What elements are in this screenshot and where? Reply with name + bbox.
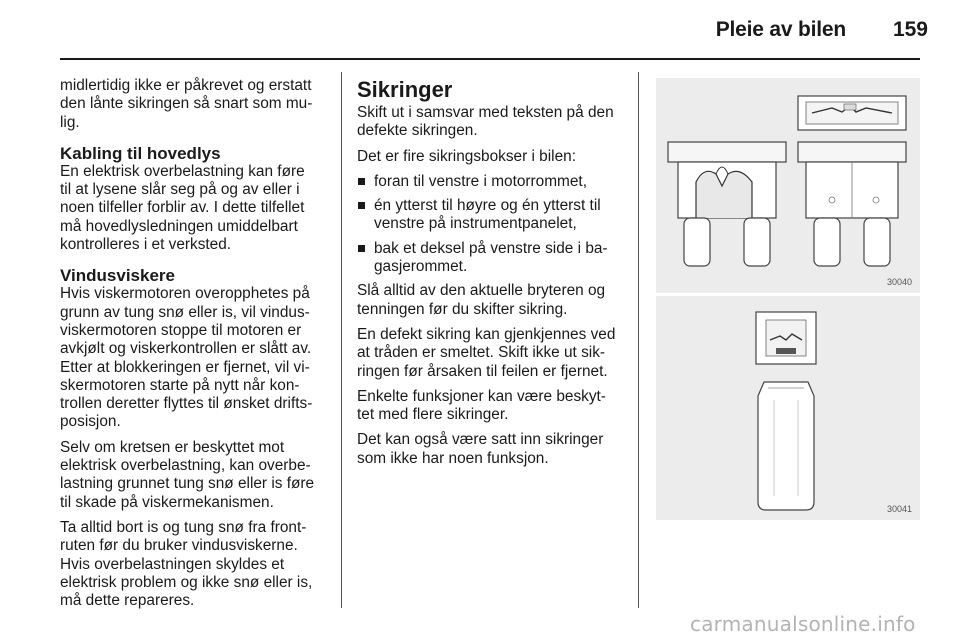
- text-line: bak et deksel på venstre side i ba-: [374, 239, 608, 257]
- text-line: Slå alltid av den aktuelle bryteren og: [357, 282, 606, 300]
- text-line: Selv om kretsen er beskyttet mot: [60, 438, 285, 456]
- wipers-paragraph-2: [60, 439, 332, 512]
- fuse-illustration-puller: [656, 296, 920, 520]
- list-item: [357, 173, 627, 191]
- intro-paragraph: [60, 77, 332, 132]
- fuse-illustration-blade: [656, 78, 920, 293]
- text-line: Hvis overbelastningen skyldes et: [60, 555, 285, 573]
- fuses-paragraph-2: [357, 326, 627, 381]
- column-divider-1: [341, 72, 342, 608]
- text-line: Enkelte funksjoner kan være beskyt-: [357, 387, 606, 405]
- header-rule: [60, 58, 920, 60]
- wipers-paragraph-3: [60, 519, 332, 610]
- text-line: Det er fire sikringsbokser i bilen:: [357, 147, 576, 165]
- text-line: som ikke har noen funksjon.: [357, 449, 549, 467]
- text-line: grunn av tung snø eller is, vil vindus-: [60, 303, 310, 321]
- text-line: må hovedlysledningen umiddelbart: [60, 217, 298, 235]
- section-heading-fuses: Sikringer: [357, 77, 453, 102]
- text-line: gasjerommet.: [374, 258, 468, 276]
- text-line: midlertidig ikke er påkrevet og erstatt: [60, 77, 312, 94]
- figure-number: 30041: [886, 504, 912, 514]
- text-line: En elektrisk overbelastning kan føre: [60, 162, 305, 180]
- fuses-paragraph-3: [357, 388, 627, 425]
- text-line: avkjølt og viskerkontrollen er slått av.: [60, 340, 312, 358]
- text-line: Skift ut i samsvar med teksten på den: [357, 104, 614, 121]
- section-heading-headlight-wiring: Kabling til hovedlys: [60, 143, 221, 163]
- text-line: lig.: [60, 113, 80, 131]
- headlight-wiring-paragraph: [60, 163, 332, 254]
- text-line: En defekt sikring kan gjenkjennes ved: [357, 325, 616, 343]
- text-line: ringen før årsaken til feilen er fjernet.: [357, 362, 608, 380]
- section-heading-wipers: Vindusviskere: [60, 266, 175, 286]
- wipers-paragraph-1: [60, 285, 332, 431]
- fuses-paragraph-1: [357, 282, 627, 319]
- text-line: elektrisk problem og ikke snø eller is,: [60, 573, 313, 591]
- text-line: Det kan også være satt inn sikringer: [357, 431, 604, 449]
- text-line: ruten før du bruker vindusviskerne.: [60, 537, 298, 555]
- text-line: Ta alltid bort is og tung snø fra front-: [60, 518, 307, 536]
- text-line: må dette repareres.: [60, 592, 195, 610]
- text-line: skermotoren starte på nytt når kon-: [60, 376, 300, 394]
- blade-fuse-drawing: [656, 78, 920, 293]
- fuse-puller-drawing: [656, 296, 920, 520]
- text-line: at tråden er smeltet. Skift ikke ut sik-: [357, 344, 606, 362]
- text-line: elektrisk overbelastning, kan overbe-: [60, 457, 311, 475]
- text-line: Etter at blokkeringen er fjernet, vil vi-: [60, 358, 310, 376]
- fuse-boxes-intro: [357, 148, 627, 166]
- text-line: venstre på instrumentpanelet,: [374, 215, 577, 233]
- text-line: én ytterst til høyre og én ytterst til: [374, 197, 601, 215]
- text-line: trollen deretter flyttes til ønsket drifts-: [60, 395, 313, 413]
- text-line: Hvis viskermotoren overopphetes på: [60, 285, 310, 303]
- fuses-intro: [357, 104, 627, 141]
- text-line: defekte sikringen.: [357, 122, 478, 140]
- list-item: [357, 197, 627, 234]
- column-divider-2: [638, 72, 639, 608]
- page-number: 159: [892, 18, 928, 41]
- text-line: lastning grunnet tung snø eller is føre: [60, 475, 315, 493]
- text-line: foran til venstre i motorrommet,: [374, 172, 587, 190]
- text-line: den lånte sikringen så snart som mu-: [60, 95, 313, 113]
- text-line: posisjon.: [60, 413, 121, 431]
- text-line: viskermotoren stoppe til motoren er: [60, 321, 302, 339]
- list-item: [357, 240, 627, 277]
- text-line: til at lysene slår seg på og av eller i: [60, 181, 300, 199]
- page-header-title: Pleie av bilen: [715, 18, 846, 41]
- bullet-square-icon: [358, 245, 365, 252]
- bullet-square-icon: [358, 202, 365, 209]
- text-line: noen tilfeller forblir av. I dette tilfellet: [60, 199, 305, 217]
- text-line: tenningen før du skifter sikring.: [357, 300, 568, 318]
- text-line: kontrolleres i et verksted.: [60, 236, 232, 254]
- middle-column: [357, 78, 627, 475]
- fuses-paragraph-4: [357, 431, 627, 468]
- left-column: [60, 77, 332, 617]
- bullet-square-icon: [358, 178, 365, 185]
- text-line: til skade på viskermekanismen.: [60, 493, 274, 511]
- figure-number: 30040: [886, 277, 912, 287]
- watermark-text: carmanualsonline.info: [690, 612, 916, 636]
- text-line: tet med flere sikringer.: [357, 406, 509, 424]
